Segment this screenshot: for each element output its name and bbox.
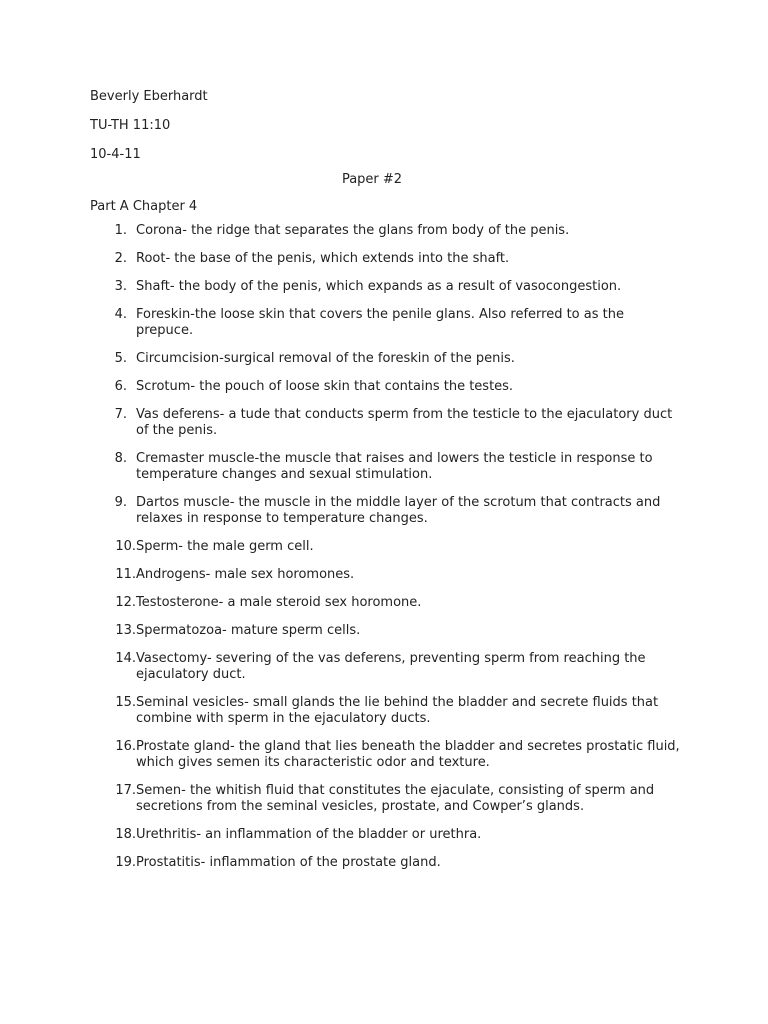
list-item-number: 12. [115, 595, 136, 610]
list-item-number: 15. [115, 695, 136, 710]
list-item [90, 739, 684, 771]
list-item [90, 251, 684, 267]
list-item-number: 4. [114, 307, 127, 322]
list-item [90, 351, 684, 367]
list-item-number: 11. [115, 567, 136, 582]
list-item-number: 1. [114, 223, 127, 238]
document-title: Paper #2 [341, 172, 403, 187]
list-item [90, 567, 684, 583]
list-item-number: 17. [115, 783, 136, 798]
list-item-text: Vas deferens- a tude that conducts sperm from the testicle to the ejaculatory duct of the penis. [136, 407, 673, 438]
list-item [90, 855, 684, 871]
list-item [90, 827, 684, 843]
list-item-text: Spermatozoa- mature sperm cells. [136, 623, 361, 638]
list-item-text: Testosterone- a male steroid sex horomone. [136, 595, 422, 610]
list-item-text: Dartos muscle- the muscle in the middle layer of the scrotum that contracts and relaxes in response to temperature changes. [136, 495, 661, 526]
list-item-number: 7. [114, 407, 127, 422]
list-item-text: Foreskin-the loose skin that covers the penile glans. Also referred to as the prepuce. [136, 307, 624, 338]
list-item [90, 539, 684, 555]
list-item-text: Prostatitis- inflammation of the prostate gland. [136, 855, 441, 870]
list-item-text: Shaft- the body of the penis, which expands as a result of vasocongestion. [136, 279, 622, 294]
list-item-number: 10. [115, 539, 136, 554]
list-item [90, 223, 684, 239]
list-item-text: Root- the base of the penis, which extends into the shaft. [136, 251, 510, 266]
list-item-number: 3. [114, 279, 127, 294]
list-item-number: 8. [114, 451, 127, 466]
list-item [90, 495, 684, 527]
list-item-text: Semen- the whitish fluid that constitutes the ejaculate, consisting of sperm and secretions from the seminal vesicles, prostate, and Cowper’s glands. [136, 783, 655, 814]
definitions-list [90, 223, 684, 871]
section-heading: Part A Chapter 4 [90, 199, 198, 214]
list-item [90, 783, 684, 815]
document-date: 10-4-11 [90, 147, 141, 162]
list-item-text: Androgens- male sex horomones. [136, 567, 355, 582]
list-item-text: Sperm- the male germ cell. [136, 539, 314, 554]
list-item-number: 18. [115, 827, 136, 842]
list-item-number: 19. [115, 855, 136, 870]
list-item-text: Circumcision-surgical removal of the foreskin of the penis. [136, 351, 515, 366]
class-time: TU-TH 11:10 [90, 118, 171, 133]
list-item [90, 451, 684, 483]
list-item-text: Prostate gland- the gland that lies beneath the bladder and secretes prostatic fluid, which gives semen its characteristic odor and texture. [136, 739, 680, 770]
list-item-number: 9. [114, 495, 127, 510]
list-item [90, 595, 684, 611]
list-item-number: 6. [114, 379, 127, 394]
list-item [90, 651, 684, 683]
list-item-number: 2. [114, 251, 127, 266]
list-item-text: Cremaster muscle-the muscle that raises and lowers the testicle in response to temperature changes and sexual stimulation. [136, 451, 653, 482]
author-name: Beverly Eberhardt [90, 89, 208, 104]
list-item [90, 695, 684, 727]
list-item-number: 16. [115, 739, 136, 754]
list-item [90, 307, 684, 339]
list-item [90, 623, 684, 639]
list-item-text: Scrotum- the pouch of loose skin that contains the testes. [136, 379, 514, 394]
list-item-text: Seminal vesicles- small glands the lie behind the bladder and secrete fluids that combine with sperm in the ejaculatory ducts. [136, 695, 659, 726]
list-item [90, 379, 684, 395]
list-item-text: Urethritis- an inflammation of the bladder or urethra. [136, 827, 482, 842]
list-item-text: Corona- the ridge that separates the glans from body of the penis. [136, 223, 570, 238]
list-item-number: 5. [114, 351, 127, 366]
list-item-number: 14. [115, 651, 136, 666]
list-item [90, 407, 684, 439]
list-item-text: Vasectomy- severing of the vas deferens, preventing sperm from reaching the ejaculatory duct. [136, 651, 646, 682]
list-item-number: 13. [115, 623, 136, 638]
list-item [90, 279, 684, 295]
